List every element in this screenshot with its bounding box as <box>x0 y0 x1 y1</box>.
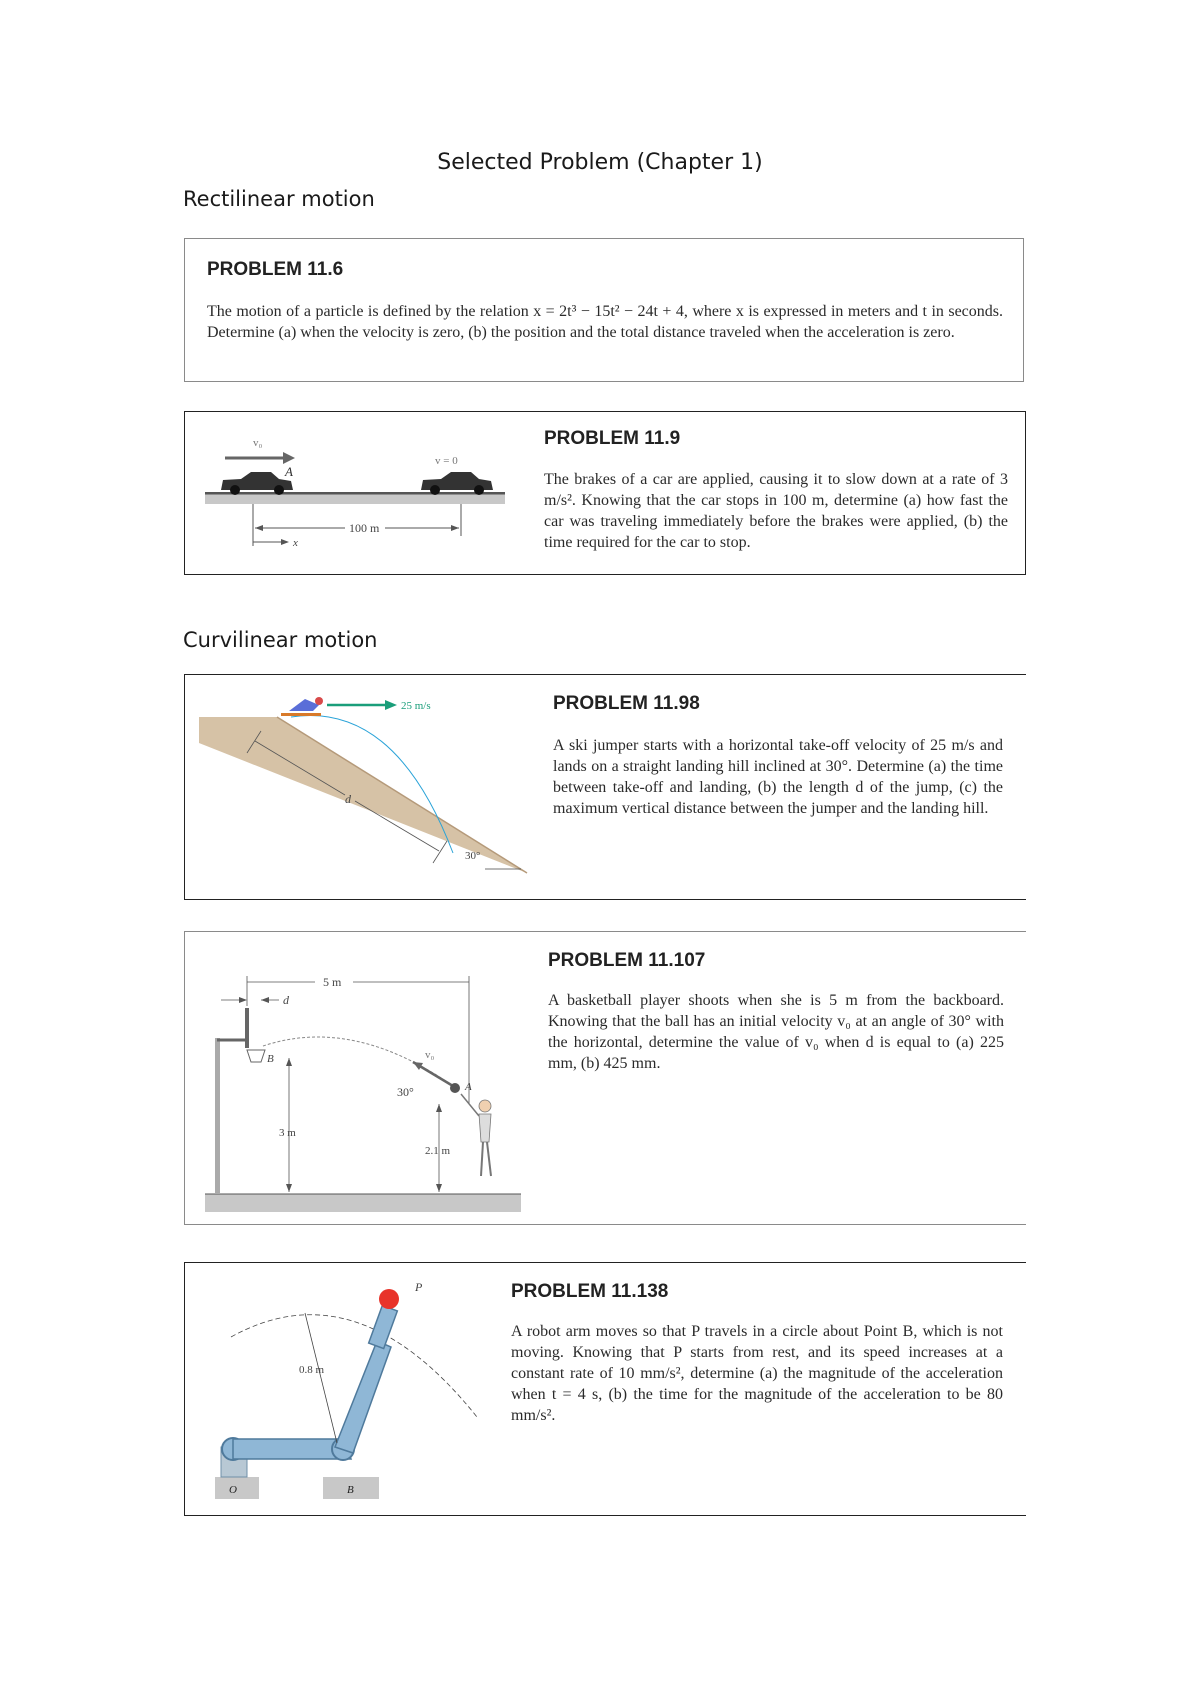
robot-arm-figure <box>207 1277 497 1507</box>
problem-title: PROBLEM 11.138 <box>511 1281 669 1302</box>
point-o-label: O <box>229 1484 237 1496</box>
backboard <box>245 1008 249 1048</box>
section-heading-rectilinear: Rectilinear motion <box>183 187 375 211</box>
section-heading-curvilinear: Curvilinear motion <box>183 628 378 652</box>
point-a-label: A <box>285 464 293 479</box>
ball-trajectory <box>263 1037 453 1086</box>
problem-text: The motion of a particle is defined by the relation x = 2t³ − 15t² − 24t + 4, where x is expressed in meters and t in seconds. Determine (a) when the velocity is zero, (b) the position and the total distance traveled when the acceleration is zero. <box>207 303 1003 341</box>
basketball-figure <box>203 946 523 1216</box>
x-axis-label: x <box>293 537 298 549</box>
point-a-label: A <box>465 1081 472 1093</box>
velocity-label: 25 m/s <box>401 700 431 712</box>
v0-arrowhead <box>283 452 295 464</box>
page-title: Selected Problem (Chapter 1) <box>437 150 763 175</box>
upper-arm <box>335 1341 391 1453</box>
road-edge <box>205 492 505 495</box>
angle-label: 30° <box>465 850 481 862</box>
length-label: d <box>345 792 351 806</box>
problem-text: A robot arm moves so that P travels in a circle about Point B, which is not moving. Knowing that P starts from rest, and its speed increases at a constant rate of 10 mm/s², determine (a) the magnitude of the acceleration when t = 4 s, (b) the time for the magnitude of the acceleration to be 80 mm/s². <box>511 1323 1003 1424</box>
problem-11-9-card <box>184 411 1026 575</box>
span-label: 5 m <box>323 975 342 989</box>
radius-label: 0.8 m <box>299 1364 325 1376</box>
v0-label: v₀ <box>253 437 263 449</box>
radius-line <box>305 1313 337 1443</box>
problem-11-6-card <box>184 238 1024 382</box>
ball <box>450 1083 460 1093</box>
base-o <box>215 1477 259 1499</box>
point-b-label: B <box>267 1053 274 1065</box>
ski-jumper <box>281 697 323 716</box>
hoop-net <box>247 1050 265 1062</box>
problem-title: PROBLEM 11.9 <box>544 428 681 449</box>
problem-11-107-card <box>184 931 1026 1225</box>
backboard-pole <box>215 1038 220 1194</box>
ski-jump-figure <box>195 683 535 893</box>
problem-title: PROBLEM 11.6 <box>207 259 344 280</box>
velocity-arrowhead <box>385 700 397 710</box>
distance-label: 100 m <box>349 521 380 535</box>
player <box>461 1094 491 1176</box>
problem-text: A ski jumper starts with a horizontal take-off velocity of 25 m/s and lands on a straight landing hill inclined at 30°. Determine (a) the time between take-off and landing, (b) the length d of the jump, (c) the maximum vertical distance between the jumper and the landing hill. <box>553 737 1003 817</box>
point-p-label: P <box>415 1280 423 1294</box>
hoop-height-label: 3 m <box>279 1127 296 1139</box>
release-height-label: 2.1 m <box>425 1145 451 1157</box>
angle-label: 30° <box>397 1085 414 1099</box>
ball-p <box>379 1289 399 1309</box>
problem-text: A basketball player shoots when she is 5 m from the backboard. Knowing that the ball has an initial velocity v₀ at an angle of 30° with the horizontal, determine the value of v₀ when d is equal to (a) 225 mm, (b) 425 mm. <box>548 992 1004 1072</box>
car-end <box>421 472 493 495</box>
v0-label: v₀ <box>425 1049 435 1061</box>
car-start <box>221 472 293 495</box>
problem-11-138-card <box>184 1262 1026 1516</box>
problem-text: The brakes of a car are applied, causing it to slow down at a rate of 3 m/s². Knowing that the car stops in 100 m, determine (a) how fast the car was traveling immediately before the brakes were applied, (b) the time required for the car to stop. <box>544 471 1008 551</box>
v-end-label: v = 0 <box>435 455 458 467</box>
d-label: d <box>283 993 289 1007</box>
road-surface <box>205 494 505 504</box>
problem-title: PROBLEM 11.98 <box>553 693 700 714</box>
problem-title: PROBLEM 11.107 <box>548 950 706 971</box>
problem-11-98-card <box>184 674 1026 900</box>
point-b-label: B <box>347 1484 354 1496</box>
floor <box>205 1194 521 1212</box>
